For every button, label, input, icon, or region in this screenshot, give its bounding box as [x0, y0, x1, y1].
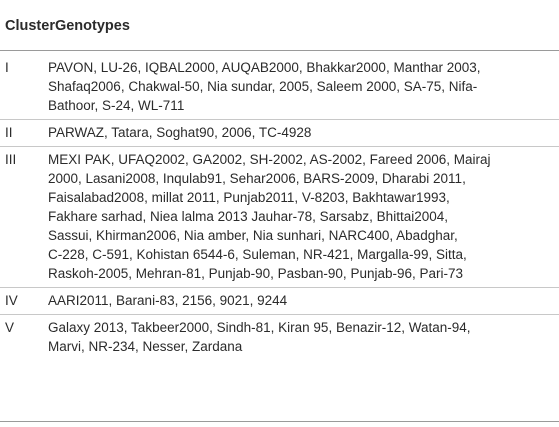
genotype-line: Fakhare sarhad, Niea lalma 2013 Jauhar-78, Sarsabz, Bhittai2004,	[48, 209, 448, 224]
table-body	[0, 55, 559, 360]
genotype-list	[48, 291, 548, 310]
genotype-line: AARI2011, Barani-83, 2156, 9021, 9244	[48, 293, 288, 308]
genotype-line: PARWAZ, Tatara, Soghat90, 2006, TC-4928	[48, 125, 312, 140]
genotype-line: Galaxy 2013, Takbeer2000, Sindh-81, Kiran 95, Benazir-12, Watan-94,	[48, 320, 471, 335]
header-title: ClusterGenotypes	[5, 18, 130, 34]
genotype-line: 2000, Lasani2008, Inqulab91, Sehar2006, BARS-2009, Dharabi 2011,	[48, 171, 466, 186]
cluster-label: IV	[5, 293, 18, 308]
genotype-line: Marvi, NR-234, Nesser, Zardana	[48, 339, 243, 354]
table-header	[0, 0, 559, 51]
genotype-line: Raskoh-2005, Mehran-81, Punjab-90, Pasban-90, Punjab-96, Pari-73	[48, 266, 464, 281]
genotype-list	[48, 58, 548, 115]
genotype-line: MEXI PAK, UFAQ2002, GA2002, SH-2002, AS-2002, Fareed 2006, Mairaj	[48, 152, 491, 167]
table-bottom-rule	[0, 421, 559, 422]
cluster-label: III	[5, 152, 17, 167]
cluster-label: V	[5, 320, 15, 335]
genotype-line: Shafaq2006, Chakwal-50, Nia sundar, 2005, Saleem 2000, SA-75, Nifa-	[48, 79, 478, 94]
table-row	[0, 288, 559, 315]
genotype-line: PAVON, LU-26, IQBAL2000, AUQAB2000, Bhakkar2000, Manthar 2003,	[48, 60, 481, 75]
table-row	[0, 55, 559, 120]
cluster-label: I	[5, 60, 9, 75]
table-row	[0, 147, 559, 288]
genotype-line: Sassui, Khirman2006, Nia amber, Nia sunhari, NARC400, Abadghar,	[48, 228, 458, 243]
genotype-line: Bathoor, S-24, WL-711	[48, 98, 185, 113]
genotype-list	[48, 123, 548, 142]
genotype-line: C-228, C-591, Kohistan 6544-6, Suleman, NR-421, Margalla-99, Sitta,	[48, 247, 467, 262]
table-row	[0, 120, 559, 147]
cluster-label: II	[5, 125, 13, 140]
genotype-line: Faisalabad2008, millat 2011, Punjab2011, V-8203, Bakhtawar1993,	[48, 190, 450, 205]
table-row	[0, 315, 559, 360]
genotype-list	[48, 318, 548, 356]
genotype-list	[48, 150, 548, 283]
